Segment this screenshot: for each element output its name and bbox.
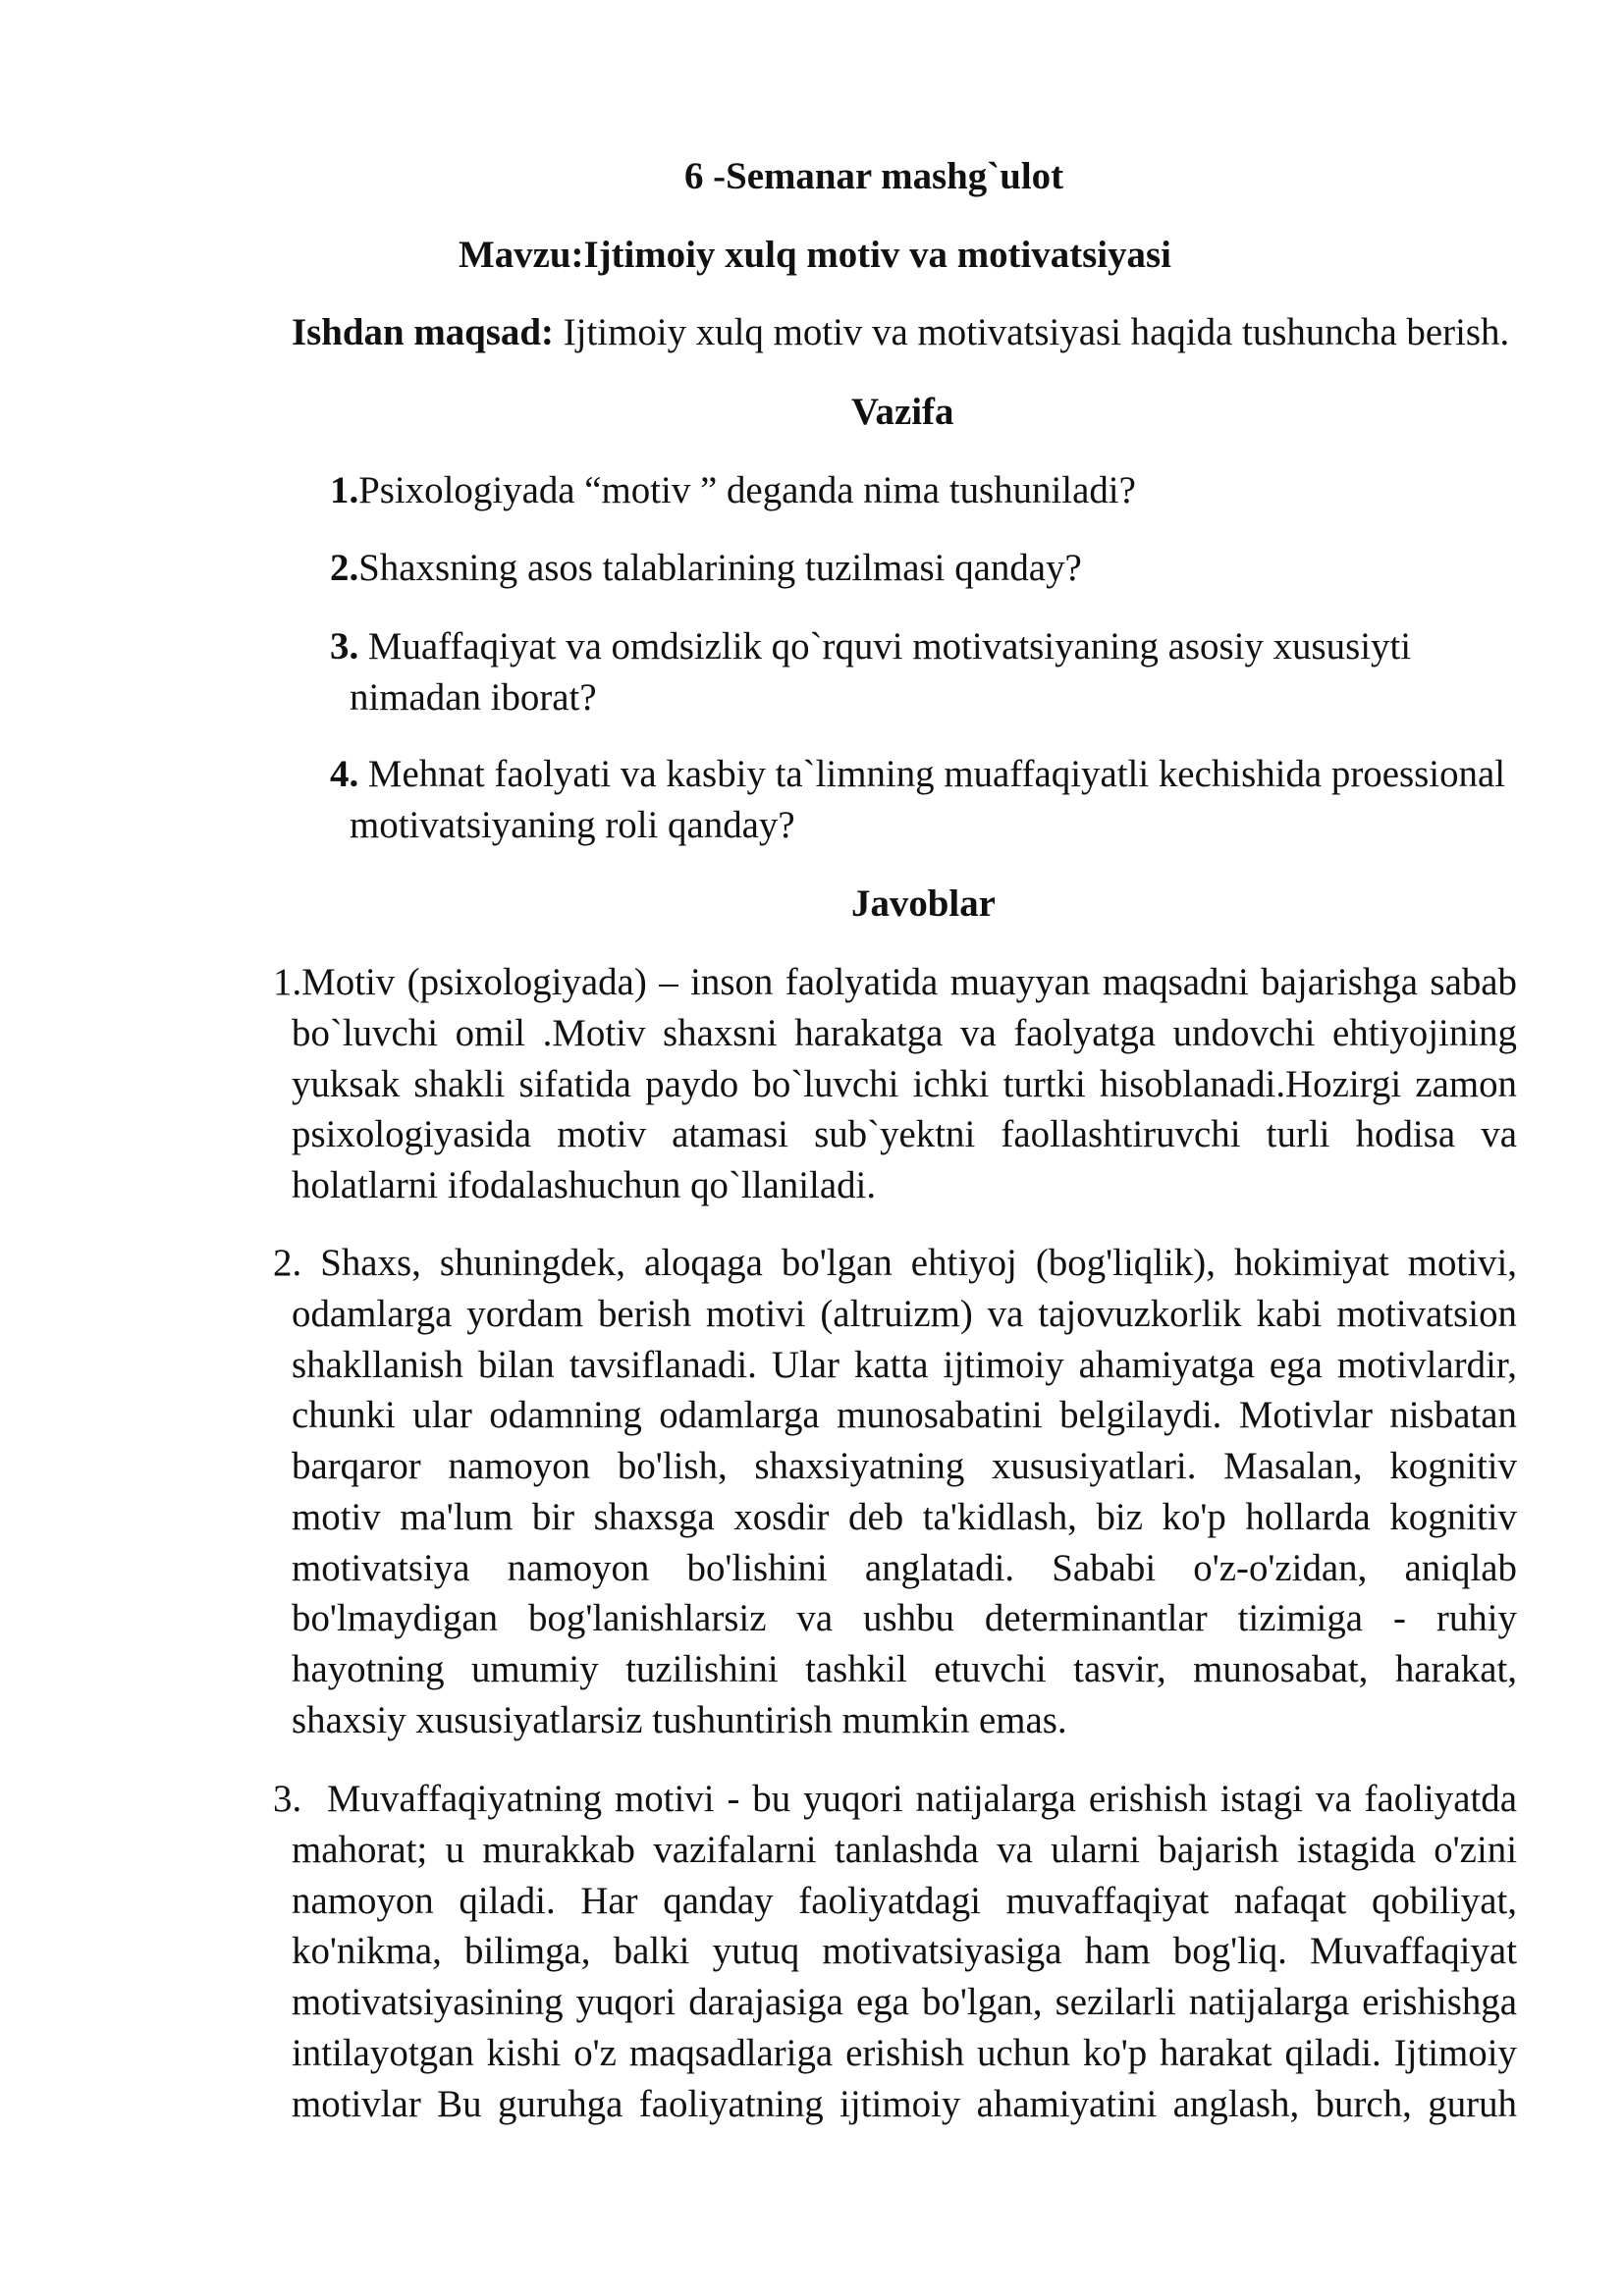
task-number: 1. xyxy=(330,469,359,511)
answer-paragraph xyxy=(273,1774,1517,2129)
purpose-statement xyxy=(292,307,1509,358)
task-item xyxy=(330,465,1136,516)
task-line xyxy=(330,543,1082,594)
paragraph-line: ko'nikma, bilimga, balki yutuq motivatsiyasiga ham bog'liq. Muvaffaqiyat xyxy=(292,1930,1517,1973)
answers-heading: Javoblar xyxy=(851,882,996,925)
task-item xyxy=(330,749,1505,851)
answer-paragraph xyxy=(273,1238,1517,1746)
tasks-heading: Vazifa xyxy=(851,391,954,433)
task-item xyxy=(330,621,1411,723)
task-number: 2. xyxy=(330,547,359,589)
paragraph-line: motivatsiyasining yuqori darajasiga ega bo'lgan, sezilarli natijalarga erishishga xyxy=(292,1981,1517,2023)
task-line xyxy=(330,749,1505,800)
purpose-label: Ishdan maqsad: xyxy=(292,311,554,353)
paragraph-line: namoyon qiladi. Har qanday faoliyatdagi muvaffaqiyat nafaqat qobiliyat, xyxy=(292,1879,1517,1922)
task-line-continued: motivatsiyaning roli qanday? xyxy=(350,803,795,846)
paragraph-line: 3. Muvaffaqiyatning motivi - bu yuqori natijalarga erishish istagi va faoliyatda xyxy=(273,1778,1517,1820)
topic-heading: Mavzu:Ijtimoiy xulq motiv va motivatsiyasi xyxy=(459,234,1171,276)
paragraph-line: motiv ma'lum bir shaxsga xosdir deb ta'kidlash, biz ko'p hollarda kognitiv xyxy=(292,1495,1517,1538)
paragraph-line: intilayotgan kishi o'z maqsadlariga erishish uchun ko'p harakat qiladi. Ijtimoiy xyxy=(292,2031,1517,2074)
paragraph-line: 2. Shaxs, shuningdek, aloqaga bo'lgan ehtiyoj (bog'liqlik), hokimiyat motivi, xyxy=(273,1242,1517,1284)
paragraph-line: motivatsiya namoyon bo'lishini anglatadi. Sababi o'z-o'zidan, aniqlab xyxy=(292,1546,1517,1589)
paragraph-line: shakllanish bilan tavsiflanadi. Ular katta ijtimoiy ahamiyatga ega motivlardir, xyxy=(292,1343,1517,1386)
task-text: Mehnat faolyati va kasbiy ta`limning muaffaqiyatli kechishida proessional xyxy=(358,753,1506,795)
answer-paragraph xyxy=(273,957,1517,1211)
paragraph-line: motivlar Bu guruhga faoliyatning ijtimoiy ahamiyatini anglash, burch, guruh xyxy=(292,2082,1517,2125)
task-number: 3. xyxy=(330,625,359,667)
task-text: Shaxsning asos talablarining tuzilmasi qanday? xyxy=(358,547,1082,589)
task-text: Muaffaqiyat va omdsizlik qo`rquvi motivatsiyaning asosiy xususiyti xyxy=(358,625,1412,667)
task-item xyxy=(330,543,1082,594)
task-text: Psixologiyada “motiv ” deganda nima tushuniladi? xyxy=(358,469,1136,511)
paragraph-line: 1.Motiv (psixologiyada) – inson faolyatida muayyan maqsadni bajarishga sabab xyxy=(273,961,1517,1003)
paragraph-line: barqaror namoyon bo'lish, shaxsiyatning xususiyatlari. Masalan, kognitiv xyxy=(292,1445,1517,1487)
task-number: 4. xyxy=(330,753,359,795)
paragraph-line: odamlarga yordam berish motivi (altruizm) va tajovuzkorlik kabi motivatsion xyxy=(292,1292,1517,1335)
paragraph-line: bo`luvchi omil .Motiv shaxsni harakatga va faolyatga undovchi ehtiyojining xyxy=(292,1011,1517,1054)
task-line xyxy=(330,621,1411,672)
paragraph-line: shaxsiy xususiyatlarsiz tushuntirish mumkin emas. xyxy=(292,1698,1067,1741)
paragraph-line: chunki ular odamning odamlarga munosabatini belgilaydi. Motivlar nisbatan xyxy=(292,1394,1517,1437)
paragraph-line: bo'lmaydigan bog'lanishlarsiz va ushbu determinantlar tizimiga - ruhiy xyxy=(292,1597,1517,1640)
paragraph-line: holatlarni ifodalashuchun qo`llaniladi. xyxy=(292,1164,877,1206)
paragraph-line: mahorat; u murakkab vazifalarni tanlashda va ularni bajarish istagida o'zini xyxy=(292,1828,1517,1871)
paragraph-line: hayotning umumiy tuzilishini tashkil etuvchi tasvir, munosabat, harakat, xyxy=(292,1648,1517,1690)
task-line xyxy=(330,465,1136,516)
paragraph-line: psixologiyasida motiv atamasi sub`yektni faollashtiruvchi turli hodisa va xyxy=(292,1113,1517,1156)
task-line-continued: nimadan iborat? xyxy=(350,675,597,719)
paragraph-line: yuksak shakli sifatida paydo bo`luvchi ichki turtki hisoblanadi.Hozirgi zamon xyxy=(292,1062,1517,1105)
purpose-text: Ijtimoiy xulq motiv va motivatsiyasi haqida tushuncha berish. xyxy=(563,311,1510,353)
page-title: 6 -Semanar mashg`ulot xyxy=(684,155,1064,197)
